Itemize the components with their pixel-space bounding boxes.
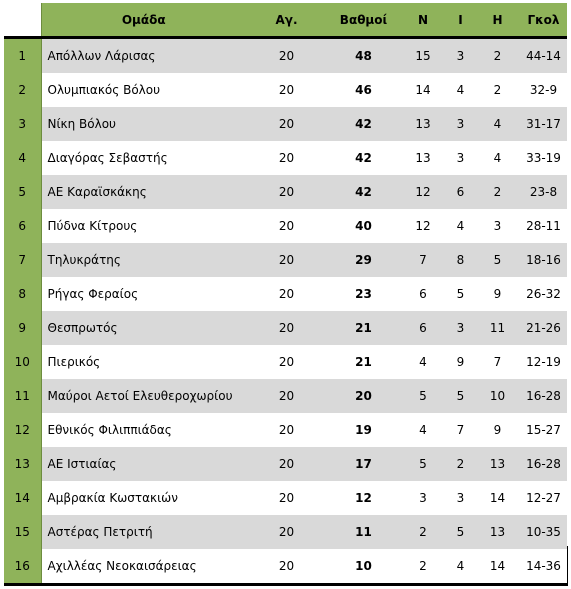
draws-cell: 8 (446, 243, 475, 277)
points-cell: 11 (327, 515, 400, 549)
team-cell: ΑΕ Ιστιαίας (41, 447, 246, 481)
team-cell: Αστέρας Πετριτή (41, 515, 246, 549)
goals-cell: 26-32 (520, 277, 567, 311)
header-row (4, 3, 567, 38)
goals-cell: 14-36 (520, 549, 567, 585)
draws-cell: 4 (446, 549, 475, 585)
table-row (4, 413, 567, 447)
goals-cell: 32-9 (520, 73, 567, 107)
draws-cell: 9 (446, 345, 475, 379)
team-cell: Εθνικός Φιλιππιάδας (41, 413, 246, 447)
losses-cell: 11 (475, 311, 520, 345)
table-row (4, 277, 567, 311)
played-cell: 20 (246, 311, 327, 345)
header-team: Ομάδα (41, 3, 246, 38)
points-cell: 42 (327, 141, 400, 175)
points-cell: 21 (327, 345, 400, 379)
wins-cell: 13 (400, 141, 446, 175)
played-cell: 20 (246, 107, 327, 141)
played-cell: 20 (246, 379, 327, 413)
losses-cell: 2 (475, 175, 520, 209)
losses-cell: 9 (475, 413, 520, 447)
points-cell: 20 (327, 379, 400, 413)
wins-cell: 3 (400, 481, 446, 515)
losses-cell: 13 (475, 447, 520, 481)
points-cell: 19 (327, 413, 400, 447)
team-cell: Πύδνα Κίτρους (41, 209, 246, 243)
position-cell: 6 (4, 209, 41, 243)
losses-cell: 2 (475, 73, 520, 107)
played-cell: 20 (246, 209, 327, 243)
wins-cell: 14 (400, 73, 446, 107)
position-cell: 15 (4, 515, 41, 549)
header-losses: Η (475, 3, 520, 38)
team-cell: Αμβρακία Κωστακιών (41, 481, 246, 515)
points-cell: 46 (327, 73, 400, 107)
table-row (4, 447, 567, 481)
draws-cell: 4 (446, 209, 475, 243)
standings-body (4, 38, 567, 585)
goals-cell: 23-8 (520, 175, 567, 209)
goals-cell: 12-27 (520, 481, 567, 515)
header-played: Αγ. (246, 3, 327, 38)
wins-cell: 6 (400, 311, 446, 345)
wins-cell: 5 (400, 379, 446, 413)
goals-cell: 16-28 (520, 379, 567, 413)
goals-cell: 18-16 (520, 243, 567, 277)
table-row (4, 549, 567, 585)
points-cell: 12 (327, 481, 400, 515)
losses-cell: 4 (475, 141, 520, 175)
losses-cell: 9 (475, 277, 520, 311)
team-cell: Νίκη Βόλου (41, 107, 246, 141)
table-row (4, 73, 567, 107)
points-cell: 48 (327, 38, 400, 74)
header-draws: Ι (446, 3, 475, 38)
goals-cell: 33-19 (520, 141, 567, 175)
played-cell: 20 (246, 175, 327, 209)
wins-cell: 2 (400, 549, 446, 585)
draws-cell: 7 (446, 413, 475, 447)
goals-cell: 12-19 (520, 345, 567, 379)
played-cell: 20 (246, 447, 327, 481)
position-cell: 10 (4, 345, 41, 379)
wins-cell: 7 (400, 243, 446, 277)
table-row (4, 481, 567, 515)
position-cell: 16 (4, 549, 41, 585)
played-cell: 20 (246, 277, 327, 311)
wins-cell: 12 (400, 175, 446, 209)
header-points: Βαθμοί (327, 3, 400, 38)
table-row (4, 141, 567, 175)
played-cell: 20 (246, 413, 327, 447)
position-cell: 1 (4, 38, 41, 74)
draws-cell: 3 (446, 107, 475, 141)
played-cell: 20 (246, 549, 327, 585)
wins-cell: 12 (400, 209, 446, 243)
wins-cell: 4 (400, 413, 446, 447)
wins-cell: 5 (400, 447, 446, 481)
points-cell: 10 (327, 549, 400, 585)
losses-cell: 7 (475, 345, 520, 379)
wins-cell: 6 (400, 277, 446, 311)
goals-cell: 28-11 (520, 209, 567, 243)
table-row (4, 107, 567, 141)
position-cell: 13 (4, 447, 41, 481)
position-cell: 3 (4, 107, 41, 141)
goals-cell: 31-17 (520, 107, 567, 141)
losses-cell: 2 (475, 38, 520, 74)
points-cell: 40 (327, 209, 400, 243)
wins-cell: 15 (400, 38, 446, 74)
losses-cell: 13 (475, 515, 520, 549)
draws-cell: 2 (446, 447, 475, 481)
points-cell: 21 (327, 311, 400, 345)
draws-cell: 6 (446, 175, 475, 209)
table-row (4, 38, 567, 74)
position-cell: 4 (4, 141, 41, 175)
points-cell: 29 (327, 243, 400, 277)
draws-cell: 3 (446, 38, 475, 74)
losses-cell: 10 (475, 379, 520, 413)
draws-cell: 3 (446, 141, 475, 175)
wins-cell: 4 (400, 345, 446, 379)
team-cell: Απόλλων Λάρισας (41, 38, 246, 74)
team-cell: Μαύροι Αετοί Ελευθεροχωρίου (41, 379, 246, 413)
table-row (4, 175, 567, 209)
position-cell: 5 (4, 175, 41, 209)
losses-cell: 14 (475, 549, 520, 585)
position-cell: 2 (4, 73, 41, 107)
team-cell: Πιερικός (41, 345, 246, 379)
played-cell: 20 (246, 141, 327, 175)
played-cell: 20 (246, 73, 327, 107)
played-cell: 20 (246, 515, 327, 549)
goals-cell: 21-26 (520, 311, 567, 345)
goals-cell: 16-28 (520, 447, 567, 481)
table-row (4, 515, 567, 549)
table-row (4, 345, 567, 379)
draws-cell: 5 (446, 515, 475, 549)
played-cell: 20 (246, 243, 327, 277)
team-cell: Διαγόρας Σεβαστής (41, 141, 246, 175)
draws-cell: 3 (446, 481, 475, 515)
wins-cell: 2 (400, 515, 446, 549)
points-cell: 17 (327, 447, 400, 481)
team-cell: Αχιλλέας Νεοκαισάρειας (41, 549, 246, 585)
table-row (4, 311, 567, 345)
goals-cell: 15-27 (520, 413, 567, 447)
points-cell: 23 (327, 277, 400, 311)
points-cell: 42 (327, 107, 400, 141)
position-cell: 14 (4, 481, 41, 515)
table-row (4, 209, 567, 243)
team-cell: Ολυμπιακός Βόλου (41, 73, 246, 107)
draws-cell: 5 (446, 379, 475, 413)
team-cell: Τηλυκράτης (41, 243, 246, 277)
position-cell: 7 (4, 243, 41, 277)
position-cell: 11 (4, 379, 41, 413)
played-cell: 20 (246, 481, 327, 515)
position-cell: 9 (4, 311, 41, 345)
played-cell: 20 (246, 345, 327, 379)
played-cell: 20 (246, 38, 327, 74)
position-cell: 12 (4, 413, 41, 447)
table-row (4, 243, 567, 277)
draws-cell: 3 (446, 311, 475, 345)
wins-cell: 13 (400, 107, 446, 141)
table-row (4, 379, 567, 413)
points-cell: 42 (327, 175, 400, 209)
losses-cell: 3 (475, 209, 520, 243)
losses-cell: 5 (475, 243, 520, 277)
losses-cell: 4 (475, 107, 520, 141)
losses-cell: 14 (475, 481, 520, 515)
team-cell: ΑΕ Καραϊσκάκης (41, 175, 246, 209)
goals-cell: 44-14 (520, 38, 567, 74)
draws-cell: 5 (446, 277, 475, 311)
goals-cell: 10-35 (520, 515, 567, 549)
header-wins: Ν (400, 3, 446, 38)
header-position (4, 3, 41, 38)
header-goals: Γκολ (520, 3, 567, 38)
position-cell: 8 (4, 277, 41, 311)
team-cell: Ρήγας Φεραίος (41, 277, 246, 311)
edge-line (567, 546, 568, 586)
draws-cell: 4 (446, 73, 475, 107)
team-cell: Θεσπρωτός (41, 311, 246, 345)
standings-table (4, 3, 567, 586)
